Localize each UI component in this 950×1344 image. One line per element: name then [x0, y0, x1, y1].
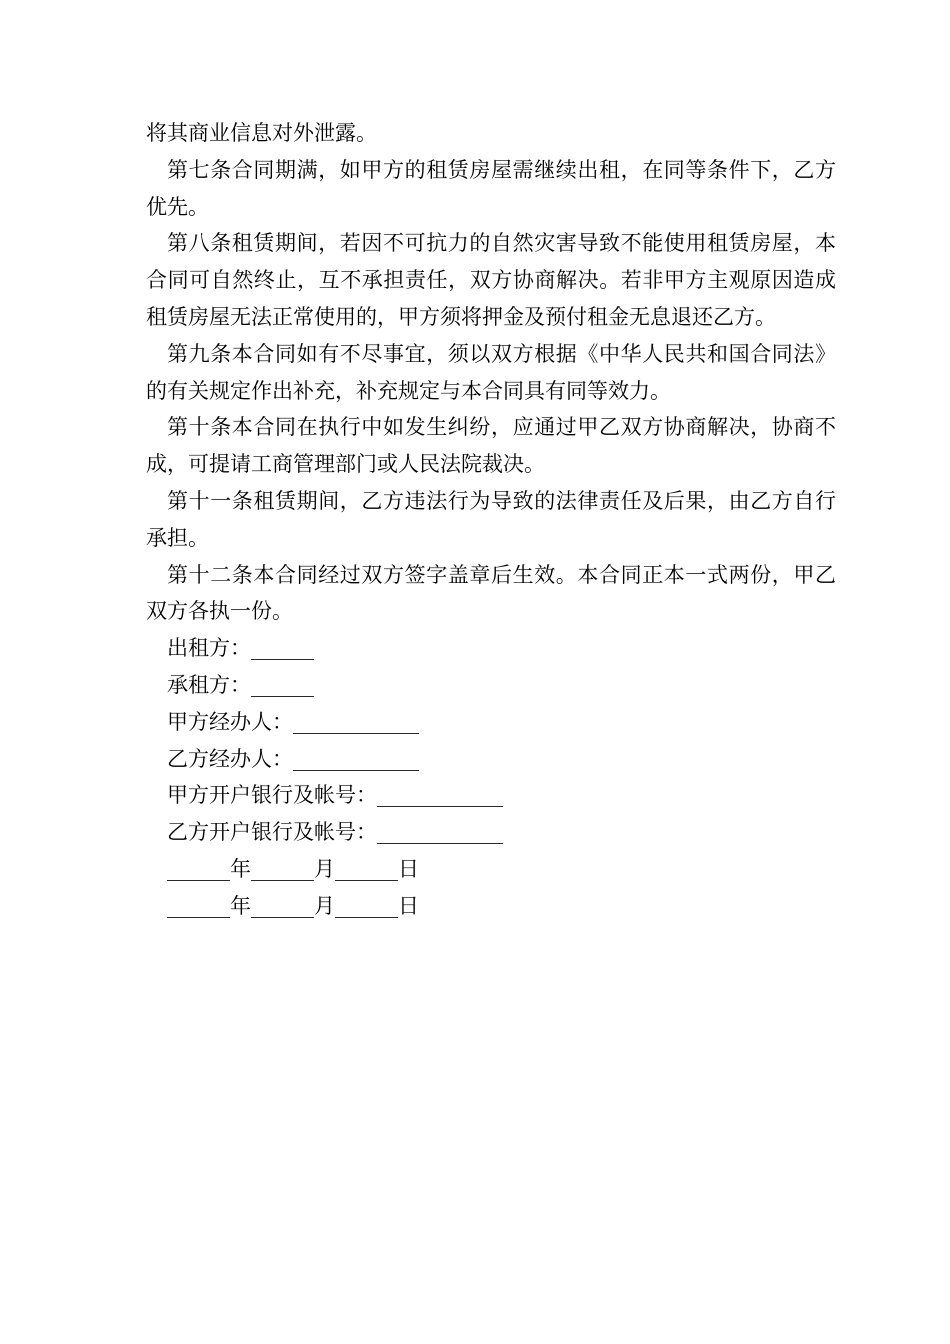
clause-10: 第十条本合同在执行中如发生纠纷，应通过甲乙双方协商解决，协商不成，可提请工商管理部门或人民法院裁决。 — [146, 415, 836, 477]
contract-body — [146, 115, 836, 925]
clause-11: 第十一条租赁期间，乙方违法行为导致的法律责任及后果，由乙方自行承担。 — [146, 488, 836, 550]
clause-9: 第九条本合同如有不尽事宜，须以双方根据《中华人民共和国合同法》的有关规定作出补充，补充规定与本合同具有同等效力。 — [146, 341, 836, 403]
lessee-signature-line: 承租方：______ — [167, 672, 314, 697]
date-line-1: ______年______月______日 — [167, 856, 419, 881]
lessor-signature-line: 出租方：______ — [167, 636, 314, 661]
party-b-agent-line: 乙方经办人：____________ — [167, 746, 419, 771]
party-a-agent-line: 甲方经办人：____________ — [167, 709, 419, 734]
clause-12: 第十二条本合同经过双方签字盖章后生效。本合同正本一式两份，甲乙双方各执一份。 — [146, 562, 836, 624]
clause-7: 第七条合同期满，如甲方的租赁房屋需继续出租，在同等条件下，乙方优先。 — [146, 157, 836, 219]
date-line-2: ______年______月______日 — [167, 893, 419, 918]
paragraph-continuation: 将其商业信息对外泄露。 — [146, 121, 377, 145]
clause-8: 第八条租赁期间，若因不可抗力的自然灾害导致不能使用租赁房屋，本合同可自然终止，互不承担责任，双方协商解决。若非甲方主观原因造成租赁房屋无法正常使用的，甲方须将押金及预付租金无息退还乙方。 — [146, 231, 836, 329]
party-a-bank-account-line: 甲方开户银行及帐号：____________ — [167, 783, 503, 808]
party-b-bank-account-line: 乙方开户银行及帐号：____________ — [167, 820, 503, 845]
